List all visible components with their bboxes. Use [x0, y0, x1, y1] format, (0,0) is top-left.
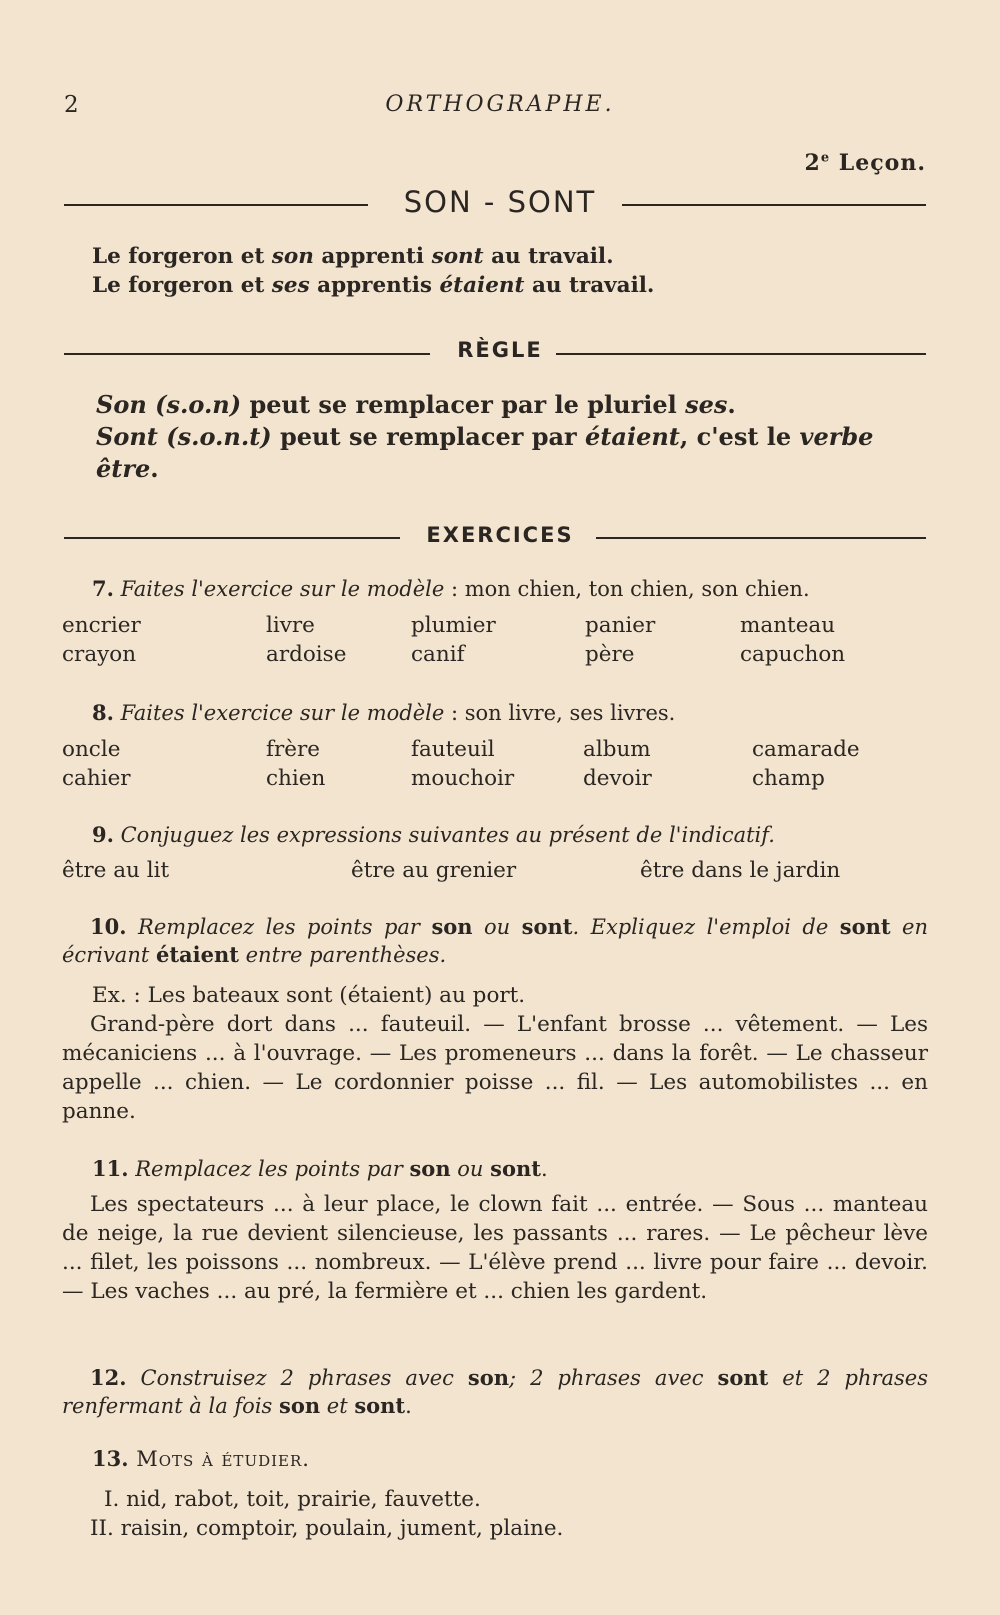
example-sentence-2: Le forgeron et ses apprentis étaient au travail.: [92, 273, 655, 298]
exercise-13-heading: 13. Mots à étudier.: [92, 1446, 310, 1471]
lesson-label: 2e Leçon.: [804, 150, 926, 176]
exercices-heading: EXERCICES: [426, 523, 574, 547]
exercise-7-instruction: 7. Faites l'exercice sur le modèle : mon chien, ton chien, son chien.: [92, 576, 810, 601]
regle-rule-right: [556, 353, 926, 355]
ex7-word: père: [585, 642, 635, 667]
exercise-13-list-2: II. raisin, comptoir, poulain, jument, plaine.: [90, 1516, 564, 1541]
section-title: SON - SONT: [403, 185, 597, 219]
ex8-word: frère: [266, 737, 320, 762]
ex7-word: manteau: [740, 613, 836, 638]
exercise-10-text: Grand-père dort dans ... fauteuil. — L'enfant brosse ... vêtement. — Les mécaniciens ... à l'ouvrage. — Les promeneurs ... dans la forêt. — Le chasseur appelle ... chien. — Le cordonnier poisse ... fil. — Les automobilistes ... en panne.: [62, 1012, 928, 1124]
ex7-word: capuchon: [740, 642, 846, 667]
ex8-word: champ: [752, 766, 825, 791]
exercise-9-instruction: 9. Conjuguez les expressions suivantes au présent de l'indicatif.: [92, 822, 775, 847]
exercices-rule-right: [596, 537, 926, 539]
ex9-item: être au lit: [62, 858, 170, 883]
example-sentence-1: Le forgeron et son apprenti sont au travail.: [92, 244, 614, 269]
ex8-word: chien: [266, 766, 326, 791]
title-rule-right: [622, 204, 926, 206]
exercise-11-text: Les spectateurs ... à leur place, le clown fait ... entrée. — Sous ... manteau de neige, la rue devient silencieuse, les passants ... rares. — Le pêcheur lève ... filet, les poissons ... nombreux. — L'élève prend ... livre pour faire ... devoir. — Les vaches ... au pré, la fermière et ... chien les gardent.: [62, 1192, 928, 1304]
ex7-word: encrier: [62, 613, 141, 638]
ex8-word: camarade: [752, 737, 860, 762]
exercise-11-instruction: 11. Remplacez les points par son ou sont.: [92, 1156, 548, 1181]
exercise-8-instruction: 8. Faites l'exercice sur le modèle : son livre, ses livres.: [92, 700, 676, 725]
ex9-item: être dans le jardin: [640, 858, 841, 883]
ex8-word: mouchoir: [411, 766, 515, 791]
ex7-word: ardoise: [266, 642, 347, 667]
ex9-item: être au grenier: [351, 858, 517, 883]
ex8-word: cahier: [62, 766, 131, 791]
exercise-13-list-1: I. nid, rabot, toit, prairie, fauvette.: [104, 1487, 481, 1512]
ex7-word: canif: [411, 642, 465, 667]
regle-heading: RÈGLE: [457, 338, 543, 362]
ex8-word: oncle: [62, 737, 121, 762]
ex7-word: crayon: [62, 642, 137, 667]
ex7-word: livre: [266, 613, 315, 638]
exercise-12-instruction: 12. Construisez 2 phrases avec son; 2 phrases avec sont et 2 phrases renfermant à la fois son et sont.: [62, 1365, 929, 1418]
ex8-word: fauteuil: [411, 737, 495, 762]
exercise-10-example: Ex. : Les bateaux sont (étaient) au port.: [92, 983, 526, 1008]
ex7-word: panier: [585, 613, 656, 638]
running-title: ORTHOGRAPHE.: [385, 92, 615, 117]
rule-text: Son (s.o.n) peut se remplacer par le pluriel ses. Sont (s.o.n.t) peut se remplacer par étaient, c'est le verbe être.: [96, 390, 874, 483]
exercise-10-instruction: 10. Remplacez les points par son ou sont. Expliquez l'emploi de sont en écrivant étaient entre parenthèses.: [62, 914, 928, 967]
ex7-word: plumier: [411, 613, 496, 638]
ex8-word: album: [583, 737, 651, 762]
page-number: 2: [64, 92, 79, 118]
ex8-word: devoir: [583, 766, 652, 791]
